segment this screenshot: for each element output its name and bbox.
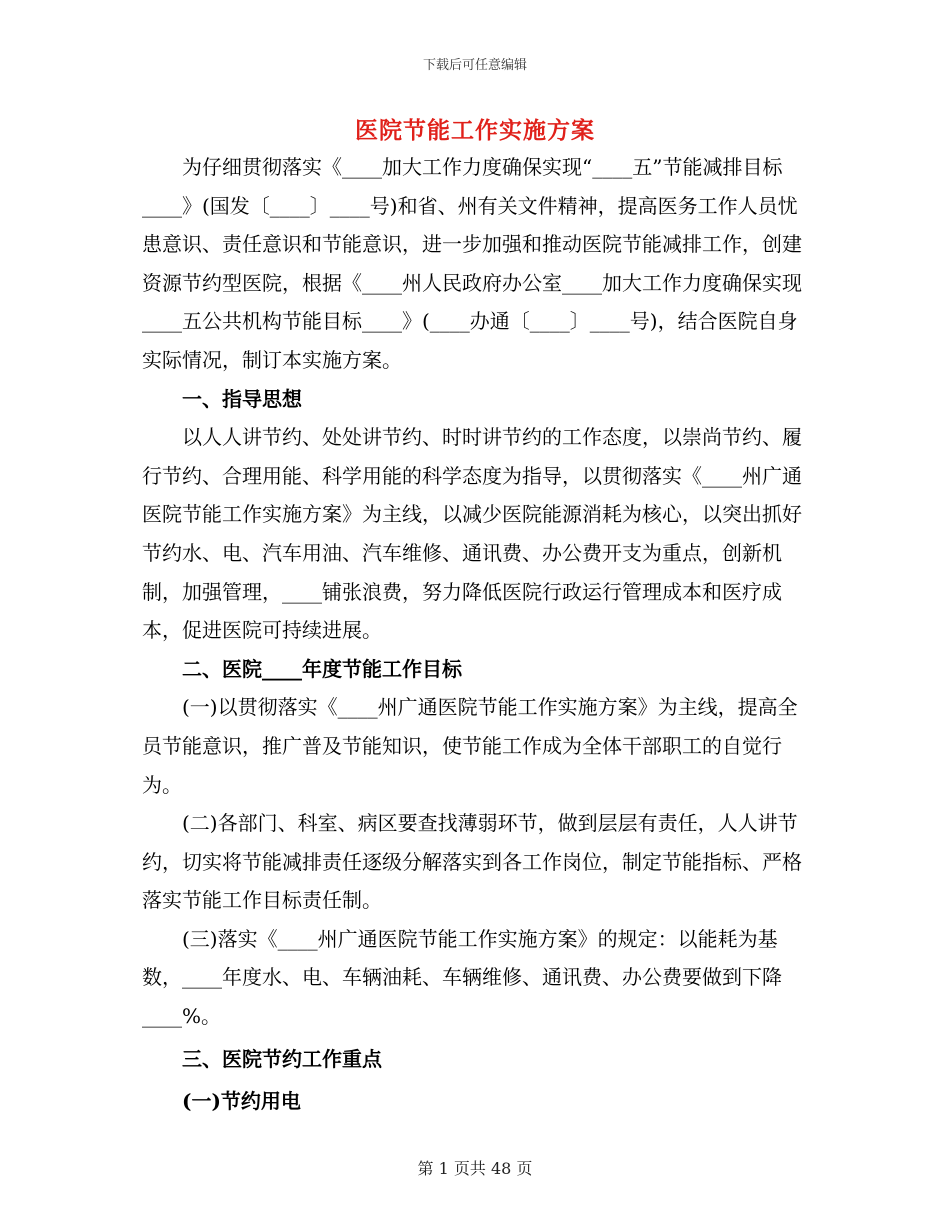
section-1-heading: 一、指导思想 — [182, 386, 302, 411]
section-2-heading: 二、医院____年度节能工作目标 — [182, 656, 462, 681]
header-note: 下载后可任意编辑 — [422, 58, 527, 73]
section-1-paragraph: 以人人讲节约、处处讲节约、时时讲节约的工作态度，以崇尚节约、履行节约、合理用能、科学用能的科学态度为指导，以贯彻落实《____州广通医院节能工作实施方案》为主线，以减少医院能源消耗为核心，以突出抓好节约水、电、汽车用油、汽车维修、通讯费、办公费开支为重点，创新机制，加强管理，____铺张浪费，努力降低医院行政运行管理成本和医疗成本，促进医院可持续进展。 — [142, 425, 802, 643]
page-number-footer: 第 1 页共 48 页 — [417, 1159, 533, 1178]
intro-paragraph: 为仔细贯彻落实《____加大工作力度确保实现“____五”节能减排目标____》(国发〔____〕____号)和省、州有关文件精神，提高医务工作人员忧患意识、责任意识和节能意识，进一步加强和推动医院节能减排工作，创建资源节约型医院，根据《____州人民政府办公室____加大工作力度确保实现____五公共机构节能目标____》(____办通〔____〕____号)，结合医院自身实际情况，制订本实施方案。 — [142, 155, 802, 372]
document-body — [142, 148, 808, 1121]
section-3-heading: 三、医院节约工作重点 — [182, 1046, 382, 1071]
section-2-item-3: (三)落实《____州广通医院节能工作实施方案》的规定：以能耗为基数，____年度水、电、车辆油耗、车辆维修、通讯费、办公费要做到下降____%。 — [142, 926, 782, 1029]
section-3-subheading-1: (一)节约用电 — [182, 1089, 301, 1114]
section-2-item-2: (二)各部门、科室、病区要查找薄弱环节，做到层层有责任，人人讲节约，切实将节能减排责任逐级分解落实到各工作岗位，制定节能指标、严格落实节能工作目标责任制。 — [142, 811, 802, 913]
section-2-item-1: (一)以贯彻落实《____州广通医院节能工作实施方案》为主线，提高全员节能意识，推广普及节能知识，使节能工作成为全体干部职工的自觉行为。 — [142, 695, 798, 797]
document-title: 医院节能工作实施方案 — [355, 117, 595, 144]
